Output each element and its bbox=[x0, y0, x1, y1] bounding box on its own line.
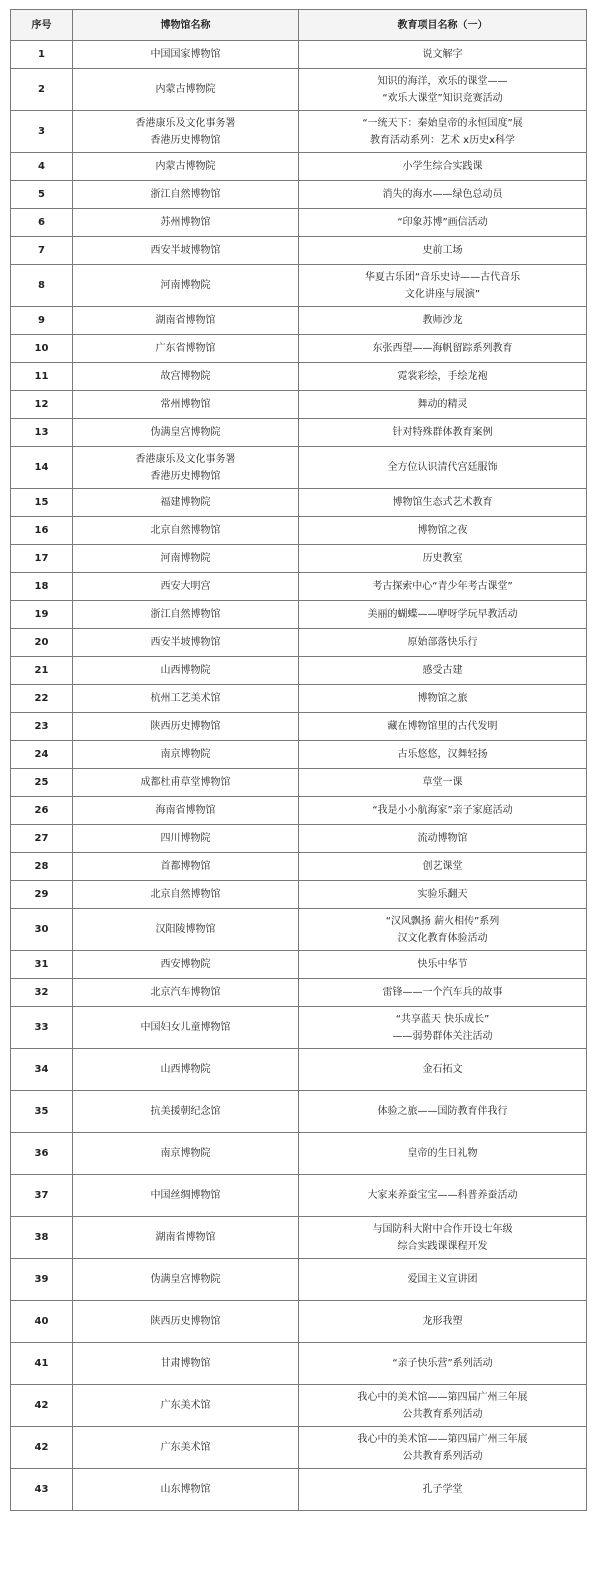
project-name-line: 金石拓文 bbox=[422, 1064, 463, 1075]
project-name-line: “共享蓝天 快乐成长” bbox=[395, 1013, 490, 1025]
table-row bbox=[11, 909, 587, 951]
table-header-row bbox=[11, 10, 587, 41]
table-row bbox=[11, 1091, 587, 1133]
museum-name-line: 广东美术馆 bbox=[160, 1400, 211, 1411]
museum-name-cell bbox=[73, 1175, 299, 1217]
museum-name-line: 香港历史博物馆 bbox=[150, 134, 221, 146]
museum-name-line: 南京博物院 bbox=[160, 749, 211, 760]
museum-name-cell bbox=[73, 1217, 299, 1259]
museum-name-line: 山西博物院 bbox=[160, 1064, 211, 1075]
museum-name-line: 杭州工艺美术馆 bbox=[150, 693, 221, 704]
row-number: 42 bbox=[11, 1427, 73, 1469]
project-name-cell bbox=[299, 1091, 587, 1133]
project-name-cell bbox=[299, 797, 587, 825]
museum-education-table bbox=[10, 9, 587, 1511]
table-row bbox=[11, 1049, 587, 1091]
table-row bbox=[11, 1427, 587, 1469]
project-name-line: 历史教室 bbox=[422, 553, 463, 564]
museum-name-cell bbox=[73, 1049, 299, 1091]
project-name-cell bbox=[299, 601, 587, 629]
row-number: 5 bbox=[11, 181, 73, 209]
row-number: 6 bbox=[11, 209, 73, 237]
table-row bbox=[11, 853, 587, 881]
project-name-line: 我心中的美术馆——第四届广州三年展 bbox=[357, 1433, 528, 1445]
project-name-cell bbox=[299, 209, 587, 237]
museum-name-line: 陕西历史博物馆 bbox=[150, 721, 221, 732]
museum-name-cell bbox=[73, 181, 299, 209]
project-name-cell bbox=[299, 1301, 587, 1343]
museum-name-cell bbox=[73, 237, 299, 265]
table-row bbox=[11, 237, 587, 265]
project-name-line: “亲子快乐营”系列活动 bbox=[392, 1358, 493, 1369]
museum-name-cell bbox=[73, 1133, 299, 1175]
row-number: 19 bbox=[11, 601, 73, 629]
project-name-cell bbox=[299, 335, 587, 363]
table-row bbox=[11, 69, 587, 111]
museum-name-line: 成都杜甫草堂博物馆 bbox=[140, 777, 231, 788]
museum-name-line: 香港康乐及文化事务署 bbox=[135, 453, 236, 465]
header-museum: 博物馆名称 bbox=[73, 10, 299, 41]
museum-name-cell bbox=[73, 1385, 299, 1427]
project-name-line: “一统天下：秦始皇帝的永恒国度”展 bbox=[362, 117, 523, 129]
table-row bbox=[11, 363, 587, 391]
project-name-line: ——弱势群体关注活动 bbox=[392, 1030, 493, 1042]
table-row bbox=[11, 265, 587, 307]
museum-name-line: 香港康乐及文化事务署 bbox=[135, 117, 236, 129]
project-name-line: “汉风飘扬 薪火相传”系列 bbox=[385, 915, 500, 927]
museum-name-line: 山西博物院 bbox=[160, 665, 211, 676]
row-number: 16 bbox=[11, 517, 73, 545]
museum-name-cell bbox=[73, 629, 299, 657]
row-number: 27 bbox=[11, 825, 73, 853]
project-name-cell bbox=[299, 265, 587, 307]
row-number: 43 bbox=[11, 1469, 73, 1511]
project-name-cell bbox=[299, 881, 587, 909]
row-number: 12 bbox=[11, 391, 73, 419]
museum-name-line: 故宫博物院 bbox=[160, 371, 211, 382]
project-name-cell bbox=[299, 1343, 587, 1385]
museum-name-line: 抗美援朝纪念馆 bbox=[150, 1106, 221, 1117]
museum-name-cell bbox=[73, 41, 299, 69]
museum-name-line: 伪满皇宫博物院 bbox=[150, 1274, 221, 1285]
row-number: 33 bbox=[11, 1007, 73, 1049]
project-name-line: 说文解字 bbox=[422, 49, 463, 60]
project-name-line: 雷锋——一个汽车兵的故事 bbox=[382, 987, 503, 998]
museum-name-cell bbox=[73, 307, 299, 335]
museum-name-line: 伪满皇宫博物院 bbox=[150, 427, 221, 438]
project-name-line: 全方位认识清代宫廷服饰 bbox=[387, 462, 498, 473]
project-name-cell bbox=[299, 1259, 587, 1301]
museum-name-line: 陕西历史博物馆 bbox=[150, 1316, 221, 1327]
project-name-line: 小学生综合实践课 bbox=[402, 161, 483, 172]
project-name-cell bbox=[299, 1175, 587, 1217]
museum-name-line: 广东省博物馆 bbox=[155, 343, 216, 354]
table-row bbox=[11, 391, 587, 419]
project-name-cell bbox=[299, 307, 587, 335]
project-name-cell bbox=[299, 517, 587, 545]
row-number: 4 bbox=[11, 153, 73, 181]
project-name-cell bbox=[299, 1385, 587, 1427]
project-name-line: 爱国主义宣讲团 bbox=[407, 1274, 478, 1285]
table-row bbox=[11, 1301, 587, 1343]
project-name-cell bbox=[299, 1469, 587, 1511]
museum-name-cell bbox=[73, 825, 299, 853]
table-row bbox=[11, 1007, 587, 1049]
table-row bbox=[11, 153, 587, 181]
museum-name-line: 首都博物馆 bbox=[160, 861, 211, 872]
row-number: 7 bbox=[11, 237, 73, 265]
museum-name-cell bbox=[73, 1301, 299, 1343]
project-name-line: 东张西望——海帆留踪系列教育 bbox=[372, 343, 513, 354]
header-no: 序号 bbox=[11, 10, 73, 41]
project-name-cell bbox=[299, 657, 587, 685]
project-name-cell bbox=[299, 1049, 587, 1091]
row-number: 13 bbox=[11, 419, 73, 447]
project-name-line: 快乐中华节 bbox=[417, 959, 468, 970]
project-name-cell bbox=[299, 573, 587, 601]
table-row bbox=[11, 517, 587, 545]
table-row bbox=[11, 1343, 587, 1385]
row-number: 35 bbox=[11, 1091, 73, 1133]
table-row bbox=[11, 489, 587, 517]
project-name-cell bbox=[299, 447, 587, 489]
project-name-line: 霓裳彩绘，手绘龙袍 bbox=[397, 371, 488, 382]
row-number: 1 bbox=[11, 41, 73, 69]
museum-name-cell bbox=[73, 69, 299, 111]
museum-name-cell bbox=[73, 391, 299, 419]
museum-name-line: 常州博物馆 bbox=[160, 399, 211, 410]
project-name-line: 教育活动系列：艺术 x历史x科学 bbox=[369, 134, 515, 146]
table-row bbox=[11, 419, 587, 447]
museum-name-cell bbox=[73, 713, 299, 741]
table-row bbox=[11, 741, 587, 769]
museum-name-cell bbox=[73, 741, 299, 769]
museum-name-cell bbox=[73, 419, 299, 447]
project-name-line: 综合实践课课程开发 bbox=[397, 1240, 488, 1252]
museum-name-line: 南京博物院 bbox=[160, 1148, 211, 1159]
project-name-line: 华夏古乐团“音乐史诗——古代音乐 bbox=[364, 271, 521, 283]
row-number: 40 bbox=[11, 1301, 73, 1343]
project-name-cell bbox=[299, 979, 587, 1007]
project-name-cell bbox=[299, 1427, 587, 1469]
museum-name-cell bbox=[73, 363, 299, 391]
project-name-line: “欢乐大课堂”知识竞赛活动 bbox=[382, 92, 503, 104]
museum-name-cell bbox=[73, 853, 299, 881]
project-name-cell bbox=[299, 545, 587, 573]
museum-name-line: 苏州博物馆 bbox=[160, 217, 211, 228]
museum-name-cell bbox=[73, 545, 299, 573]
row-number: 31 bbox=[11, 951, 73, 979]
row-number: 42 bbox=[11, 1385, 73, 1427]
row-number: 29 bbox=[11, 881, 73, 909]
project-name-line: 孔子学堂 bbox=[422, 1484, 463, 1495]
museum-name-line: 湖南省博物馆 bbox=[155, 1232, 216, 1243]
table-row bbox=[11, 1469, 587, 1511]
table-row bbox=[11, 335, 587, 363]
project-name-cell bbox=[299, 237, 587, 265]
museum-name-line: 内蒙古博物院 bbox=[155, 161, 216, 172]
museum-name-cell bbox=[73, 909, 299, 951]
museum-name-line: 内蒙古博物院 bbox=[155, 84, 216, 95]
museum-name-cell bbox=[73, 447, 299, 489]
project-name-line: 创艺课堂 bbox=[422, 861, 463, 872]
row-number: 34 bbox=[11, 1049, 73, 1091]
project-name-line: 博物馆之夜 bbox=[417, 525, 468, 536]
table-container bbox=[10, 9, 586, 1511]
museum-name-line: 甘肃博物馆 bbox=[160, 1358, 211, 1369]
project-name-cell bbox=[299, 741, 587, 769]
project-name-line: 汉文化教育体验活动 bbox=[397, 932, 488, 944]
project-name-line: 博物馆生态式艺术教育 bbox=[392, 497, 493, 508]
table-row bbox=[11, 447, 587, 489]
project-name-line: 知识的海洋，欢乐的课堂—— bbox=[377, 75, 508, 87]
project-name-line: 公共教育系列活动 bbox=[402, 1450, 483, 1462]
table-row bbox=[11, 825, 587, 853]
museum-name-cell bbox=[73, 1343, 299, 1385]
project-name-line: 博物馆之旅 bbox=[417, 693, 468, 704]
museum-name-line: 山东博物馆 bbox=[160, 1484, 211, 1495]
header-project: 教育项目名称（一） bbox=[299, 10, 587, 41]
project-name-cell bbox=[299, 685, 587, 713]
museum-name-cell bbox=[73, 489, 299, 517]
row-number: 9 bbox=[11, 307, 73, 335]
row-number: 8 bbox=[11, 265, 73, 307]
row-number: 11 bbox=[11, 363, 73, 391]
row-number: 21 bbox=[11, 657, 73, 685]
project-name-line: 体验之旅——国防教育伴我行 bbox=[377, 1106, 508, 1117]
project-name-line: 我心中的美术馆——第四届广州三年展 bbox=[357, 1391, 528, 1403]
table-row bbox=[11, 881, 587, 909]
row-number: 3 bbox=[11, 111, 73, 153]
museum-name-line: 中国丝绸博物馆 bbox=[150, 1190, 221, 1201]
museum-name-cell bbox=[73, 1259, 299, 1301]
museum-name-line: 北京自然博物馆 bbox=[150, 525, 221, 536]
table-row bbox=[11, 573, 587, 601]
museum-name-line: 浙江自然博物馆 bbox=[150, 609, 221, 620]
museum-name-cell bbox=[73, 335, 299, 363]
row-number: 37 bbox=[11, 1175, 73, 1217]
museum-name-cell bbox=[73, 979, 299, 1007]
museum-name-line: 四川博物院 bbox=[160, 833, 211, 844]
museum-name-line: 汉阳陵博物馆 bbox=[155, 924, 216, 935]
project-name-line: 原始部落快乐行 bbox=[407, 637, 478, 648]
museum-name-line: 香港历史博物馆 bbox=[150, 470, 221, 482]
project-name-cell bbox=[299, 909, 587, 951]
row-number: 20 bbox=[11, 629, 73, 657]
project-name-line: 龙形我塑 bbox=[422, 1316, 463, 1327]
project-name-cell bbox=[299, 1217, 587, 1259]
project-name-line: 美丽的蝴蝶——咿呀学玩早教活动 bbox=[367, 609, 518, 620]
row-number: 30 bbox=[11, 909, 73, 951]
table-row bbox=[11, 685, 587, 713]
project-name-line: 古乐悠悠，汉舞轻扬 bbox=[397, 749, 488, 760]
row-number: 39 bbox=[11, 1259, 73, 1301]
table-row bbox=[11, 601, 587, 629]
museum-name-cell bbox=[73, 1091, 299, 1133]
project-name-line: 草堂一课 bbox=[422, 777, 463, 788]
project-name-cell bbox=[299, 391, 587, 419]
project-name-line: 公共教育系列活动 bbox=[402, 1408, 483, 1420]
project-name-line: 消失的海水——绿色总动员 bbox=[382, 189, 503, 200]
table-body bbox=[11, 41, 587, 1511]
museum-name-line: 西安半坡博物馆 bbox=[150, 245, 221, 256]
museum-name-cell bbox=[73, 111, 299, 153]
row-number: 28 bbox=[11, 853, 73, 881]
row-number: 36 bbox=[11, 1133, 73, 1175]
museum-name-line: 西安博物院 bbox=[160, 959, 211, 970]
museum-name-line: 广东美术馆 bbox=[160, 1442, 211, 1453]
museum-name-line: 河南博物院 bbox=[160, 553, 211, 564]
museum-name-cell bbox=[73, 517, 299, 545]
project-name-line: 针对特殊群体教育案例 bbox=[392, 427, 493, 438]
project-name-cell bbox=[299, 1007, 587, 1049]
table-row bbox=[11, 769, 587, 797]
row-number: 32 bbox=[11, 979, 73, 1007]
museum-name-cell bbox=[73, 1469, 299, 1511]
museum-name-line: 湖南省博物馆 bbox=[155, 315, 216, 326]
museum-name-cell bbox=[73, 153, 299, 181]
row-number: 25 bbox=[11, 769, 73, 797]
project-name-cell bbox=[299, 489, 587, 517]
museum-name-line: 西安大明宫 bbox=[160, 581, 211, 592]
museum-name-cell bbox=[73, 769, 299, 797]
museum-name-cell bbox=[73, 601, 299, 629]
museum-name-cell bbox=[73, 265, 299, 307]
project-name-line: 感受古建 bbox=[422, 665, 463, 676]
project-name-line: “印象苏博”画信活动 bbox=[397, 217, 488, 228]
row-number: 15 bbox=[11, 489, 73, 517]
table-row bbox=[11, 629, 587, 657]
table-row bbox=[11, 111, 587, 153]
museum-name-line: 福建博物院 bbox=[160, 497, 211, 508]
project-name-cell bbox=[299, 181, 587, 209]
row-number: 2 bbox=[11, 69, 73, 111]
museum-name-line: 浙江自然博物馆 bbox=[150, 189, 221, 200]
museum-name-cell bbox=[73, 657, 299, 685]
museum-name-cell bbox=[73, 797, 299, 825]
project-name-line: 考古探索中心“青少年考古课堂” bbox=[372, 581, 513, 592]
row-number: 14 bbox=[11, 447, 73, 489]
project-name-cell bbox=[299, 363, 587, 391]
project-name-line: 教师沙龙 bbox=[422, 315, 463, 326]
row-number: 17 bbox=[11, 545, 73, 573]
museum-name-line: 北京汽车博物馆 bbox=[150, 987, 221, 998]
project-name-line: “我是小小航海家”亲子家庭活动 bbox=[372, 805, 513, 816]
project-name-cell bbox=[299, 951, 587, 979]
row-number: 38 bbox=[11, 1217, 73, 1259]
project-name-cell bbox=[299, 111, 587, 153]
project-name-line: 与国防科大附中合作开设七年级 bbox=[372, 1223, 513, 1235]
row-number: 26 bbox=[11, 797, 73, 825]
museum-name-cell bbox=[73, 573, 299, 601]
project-name-line: 文化讲座与展演” bbox=[404, 288, 481, 300]
project-name-cell bbox=[299, 69, 587, 111]
row-number: 23 bbox=[11, 713, 73, 741]
project-name-cell bbox=[299, 713, 587, 741]
table-row bbox=[11, 797, 587, 825]
project-name-cell bbox=[299, 41, 587, 69]
row-number: 10 bbox=[11, 335, 73, 363]
project-name-cell bbox=[299, 769, 587, 797]
museum-name-line: 中国国家博物馆 bbox=[150, 49, 221, 60]
table-row bbox=[11, 1175, 587, 1217]
project-name-cell bbox=[299, 825, 587, 853]
row-number: 18 bbox=[11, 573, 73, 601]
project-name-line: 实验乐翻天 bbox=[417, 889, 468, 900]
row-number: 22 bbox=[11, 685, 73, 713]
table-row bbox=[11, 545, 587, 573]
table-row bbox=[11, 41, 587, 69]
museum-name-line: 河南博物院 bbox=[160, 280, 211, 291]
table-row bbox=[11, 951, 587, 979]
project-name-cell bbox=[299, 153, 587, 181]
project-name-cell bbox=[299, 853, 587, 881]
row-number: 24 bbox=[11, 741, 73, 769]
project-name-cell bbox=[299, 1133, 587, 1175]
museum-name-cell bbox=[73, 685, 299, 713]
row-number: 41 bbox=[11, 1343, 73, 1385]
project-name-line: 史前工场 bbox=[422, 245, 463, 256]
project-name-line: 藏在博物馆里的古代发明 bbox=[387, 721, 498, 732]
project-name-cell bbox=[299, 419, 587, 447]
project-name-line: 舞动的精灵 bbox=[417, 399, 468, 410]
museum-name-line: 海南省博物馆 bbox=[155, 805, 216, 816]
table-row bbox=[11, 181, 587, 209]
table-row bbox=[11, 1217, 587, 1259]
museum-name-line: 西安半坡博物馆 bbox=[150, 637, 221, 648]
project-name-cell bbox=[299, 629, 587, 657]
project-name-line: 流动博物馆 bbox=[417, 833, 468, 844]
museum-name-cell bbox=[73, 1427, 299, 1469]
table-row bbox=[11, 307, 587, 335]
museum-name-cell bbox=[73, 209, 299, 237]
museum-name-cell bbox=[73, 881, 299, 909]
project-name-line: 皇帝的生日礼物 bbox=[407, 1148, 478, 1159]
table-row bbox=[11, 979, 587, 1007]
table-row bbox=[11, 1259, 587, 1301]
museum-name-cell bbox=[73, 1007, 299, 1049]
project-name-line: 大家来养蚕宝宝——科普养蚕活动 bbox=[367, 1190, 518, 1201]
table-row bbox=[11, 713, 587, 741]
table-row bbox=[11, 209, 587, 237]
museum-name-line: 中国妇女儿童博物馆 bbox=[140, 1022, 231, 1033]
table-row bbox=[11, 1385, 587, 1427]
museum-name-cell bbox=[73, 951, 299, 979]
table-row bbox=[11, 1133, 587, 1175]
table-row bbox=[11, 657, 587, 685]
museum-name-line: 北京自然博物馆 bbox=[150, 889, 221, 900]
